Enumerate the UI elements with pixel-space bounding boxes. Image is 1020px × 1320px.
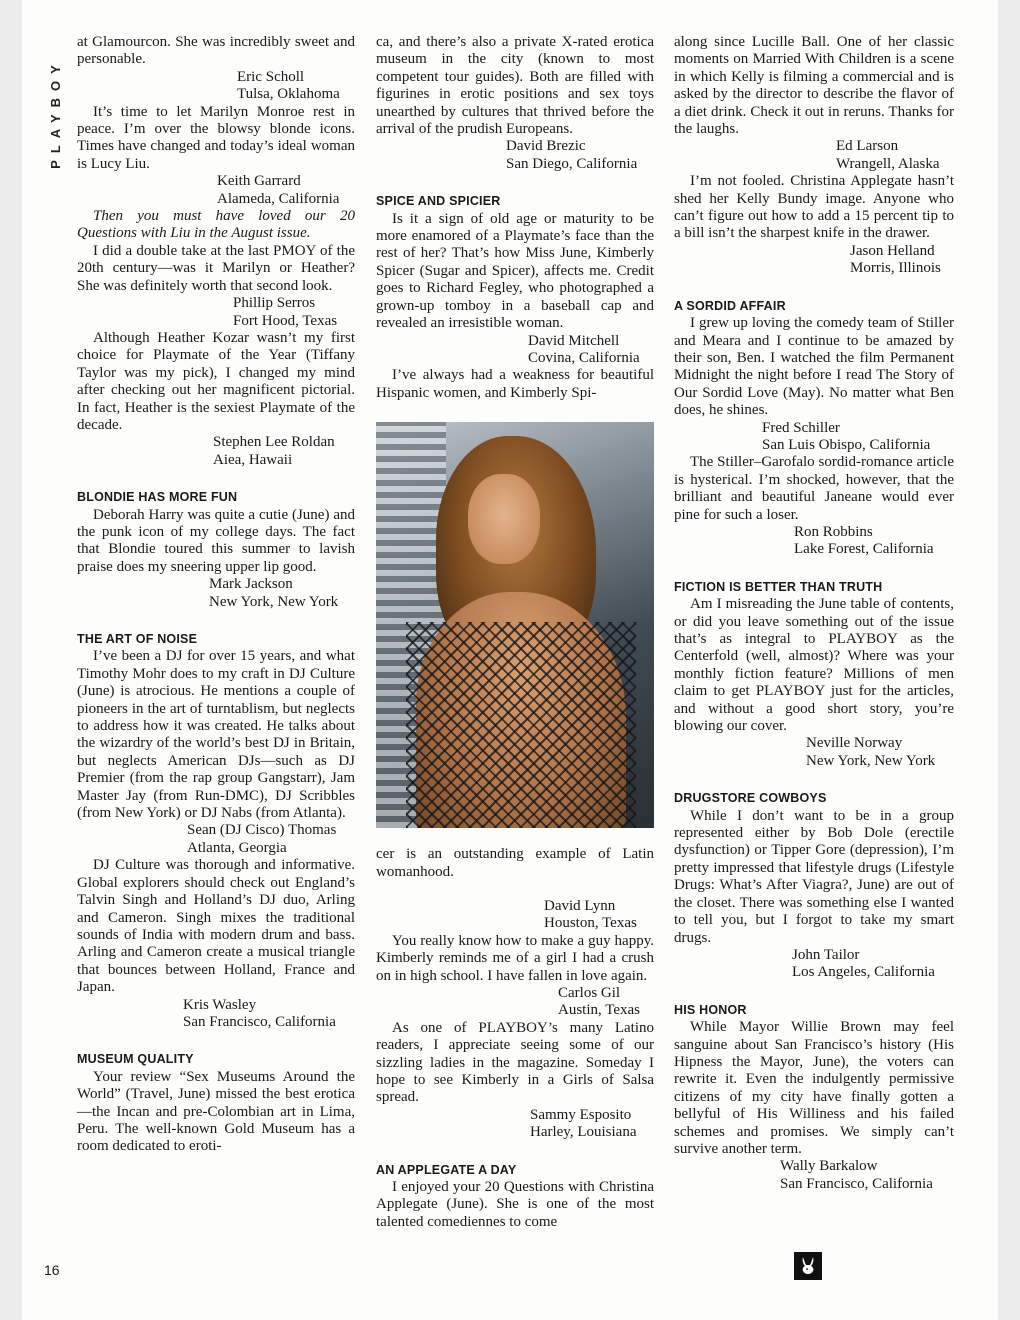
letter-text: along since Lucille Ball. One of her classic moments on Married With Children is a scene in which Kelly is filming a commercial and is asked by the director to describe the flavor of a diet drink. Check it out in reruns. Thanks for the laughs. xyxy=(674,34,954,138)
photo-face xyxy=(468,474,540,564)
signature xyxy=(187,822,355,857)
letter-text: Deborah Harry was quite a cutie (June) and the punk icon of my college days. The fact that Blondie toured this summer to lavish praise does my sneering upper lip good. xyxy=(77,506,355,575)
signature-location: San Diego, California xyxy=(506,155,638,172)
section-heading: SPICE AND SPICIER xyxy=(376,194,501,209)
signature-location: Atlanta, Georgia xyxy=(187,839,287,856)
signature-name: John Tailor xyxy=(792,946,860,963)
letter-text: The Stiller–Garofalo sordid-romance article is hysterical. I’m shocked, however, that the brilliant and beautiful Janeane would ever pine for such a loser. xyxy=(674,454,954,523)
signature-location: Fort Hood, Texas xyxy=(233,312,338,329)
signature xyxy=(213,434,355,469)
letter-text: I’ve always had a weakness for beautiful Hispanic women, and Kimberly Spi- xyxy=(376,367,654,401)
letter-text: DJ Culture was thorough and informative. Global explorers should check out England’s Talvin Singh and Holland’s DJ duo, Arling and Cameron. Singh mixes the traditional sounds of India with modern drum and bass. Arling and Cameron create a musical triangle that bounces between Holland, France and Japan. xyxy=(77,857,355,996)
signature-location: New York, New York xyxy=(806,752,936,769)
section-heading: MUSEUM QUALITY xyxy=(77,1052,194,1067)
signature-name: Sammy Esposito xyxy=(530,1106,632,1123)
signature-location: San Francisco, California xyxy=(183,1013,336,1030)
signature-location: Morris, Illinois xyxy=(850,260,941,277)
signature xyxy=(217,173,355,208)
signature-name: David Mitchell xyxy=(528,332,620,349)
letter-text: As one of PLAYBOY’s many Latino readers, I appreciate seeing some of our sizzling ladies in the magazine. Someday I hope to see Kimberly in a Girls of Salsa spread. xyxy=(376,1019,654,1106)
letter-text: While I don’t want to be in a group represented either by Bob Dole (erectile dysfunction) or Tipper Gore (depression), I’m pretty impressed that lifestyle drugs (Lifestyle Drugs: What’s After Viagra?, June) are out of the closet. There was something else I wanted to tell you, but I forgot to take my smart drugs. xyxy=(674,807,954,946)
signature-location: Wrangell, Alaska xyxy=(836,155,940,172)
editor-reply: Then you must have loved our 20 Questions with Liu in the August issue. xyxy=(77,208,355,242)
signature xyxy=(544,898,654,933)
letter-text: Am I misreading the June table of contents, or did you leave something out of the issue that’s as integral to PLAYBOY as the Centerfold (well, almost)? Where was your monthly fiction feature? Millions of men claim to get PLAYBOY just for the articles, and without a good short story, you’re blowing our cover. xyxy=(674,596,954,735)
signature-name: Sean (DJ Cisco) Thomas xyxy=(187,822,337,839)
signature-location: Aiea, Hawaii xyxy=(213,451,293,468)
signature-location: San Luis Obispo, California xyxy=(762,436,931,453)
letter-text: I’ve been a DJ for over 15 years, and what Timothy Mohr does to my craft in DJ Culture (June) is atrocious. He mentions a couple of pioneers in the art of turntablism, but neglects to address how it was created. He talks about the wizardry of the world’s best DJ in Britain, but neglects American DJs—such as DJ Premier (from the rap group Gangstarr), Jam Master Jay (from Run-DMC), DJ Scribbles (from New York) or DJ Nabs (from Atlanta). xyxy=(77,648,355,822)
letter-text: Your review “Sex Museums Around the World” (Travel, June) missed the best erotica—the Incan and pre-Colombian art in Lima, Peru. The well-known Gold Museum has a room dedicated to eroti- xyxy=(77,1068,355,1155)
letter-text: You really know how to make a guy happy. Kimberly reminds me of a girl I had a crush on in high school. I have fallen in love again. xyxy=(376,932,654,984)
signature-name: Eric Scholl xyxy=(237,68,305,85)
signature-name: Stephen Lee Roldan xyxy=(213,434,335,451)
section-heading: BLONDIE HAS MORE FUN xyxy=(77,490,238,505)
letter-text: Although Heather Kozar wasn’t my first choice for Playmate of the Year (Tiffany Taylor was my pick), I changed my mind after checking out her magnificent pictorial. In fact, Heather is the sexiest Playmate of the decade. xyxy=(77,329,355,433)
signature xyxy=(233,295,355,330)
signature xyxy=(780,1158,954,1193)
signature-name: Fred Schiller xyxy=(762,419,840,436)
signature-location: Alameda, California xyxy=(217,190,340,207)
signature-location: Lake Forest, California xyxy=(794,541,934,558)
signature-name: Carlos Gil xyxy=(558,984,621,1001)
signature xyxy=(558,985,654,1020)
signature-location: Austin, Texas xyxy=(558,1002,641,1019)
signature xyxy=(506,138,654,173)
page-number: 16 xyxy=(44,1262,60,1278)
playmate-photo xyxy=(376,422,654,828)
letter-text: I grew up loving the comedy team of Stiller and Meara and I continue to be amazed by their son, Ben. I watched the film Permanent Midnight the night before I read The Story of Our Sordid Love (May). No matter what Ben does, he shines. xyxy=(674,315,954,419)
signature-name: Wally Barkalow xyxy=(780,1158,878,1175)
rabbit-head-logo-icon xyxy=(794,1252,822,1280)
column-1 xyxy=(77,34,355,1156)
column-3 xyxy=(674,34,954,1193)
signature xyxy=(794,524,954,559)
signature-name: Phillip Serros xyxy=(233,295,316,312)
letter-text: ca, and there’s also a private X-rated erotica museum in the city (known to most competent tour guides). Both are filled with figurines in erotic positions and sex toys unearthed by cultures that thrived before the arrival of the prudish Europeans. xyxy=(376,34,654,138)
signature-name: Mark Jackson xyxy=(209,576,293,593)
signature xyxy=(237,69,355,104)
signature-location: Covina, California xyxy=(528,349,640,366)
letter-text: I enjoyed your 20 Questions with Christina Applegate (June). She is one of the most talented comediennes to come xyxy=(376,1179,654,1230)
rabbit-head-icon xyxy=(799,1256,817,1276)
signature xyxy=(792,947,954,982)
column-2 xyxy=(376,34,654,1231)
letter-text: It’s time to let Marilyn Monroe rest in peace. I’m over the blowsy blonde icons. Times have changed and today’s ideal woman is Lucy Liu. xyxy=(77,103,355,172)
signature-name: Keith Garrard xyxy=(217,173,301,190)
signature xyxy=(528,333,654,368)
signature xyxy=(836,138,954,173)
section-heading: THE ART OF NOISE xyxy=(77,632,198,646)
signature-name: David Brezic xyxy=(506,138,586,155)
signature xyxy=(762,420,954,455)
signature-name: Ron Robbins xyxy=(794,523,873,540)
signature xyxy=(806,735,954,770)
signature-location: Tulsa, Oklahoma xyxy=(237,86,340,103)
signature-name: Kris Wasley xyxy=(183,996,257,1013)
signature-location: New York, New York xyxy=(209,593,339,610)
section-heading: A SORDID AFFAIR xyxy=(674,298,786,313)
letter-text: cer is an outstanding example of Latin womanhood. xyxy=(376,846,654,880)
magazine-name-vertical: PLAYBOY xyxy=(47,57,63,169)
signature-location: San Francisco, California xyxy=(780,1175,933,1192)
signature-name: Neville Norway xyxy=(806,735,903,752)
signature-name: David Lynn xyxy=(544,897,616,914)
section-heading: FICTION IS BETTER THAN TRUTH xyxy=(674,579,883,594)
signature xyxy=(183,997,355,1032)
letter-text: I did a double take at the last PMOY of the 20th century—was it Marilyn or Heather? She was definitely worth that second look. xyxy=(77,242,355,294)
signature-location: Houston, Texas xyxy=(544,915,637,932)
section-heading: AN APPLEGATE A DAY xyxy=(376,1162,517,1177)
signature xyxy=(209,576,355,611)
signature xyxy=(530,1107,654,1142)
letter-text: While Mayor Willie Brown may feel sanguine about San Francisco’s history (His Hipness the Mayor, June), the voters can rewrite it. Even the indulgently permissive citizens of my city have finally gotten a bellyful of His Williness and his failed schemes and promises. We simply can’t survive another term. xyxy=(674,1019,954,1157)
signature-location: Los Angeles, California xyxy=(792,964,935,981)
signature xyxy=(850,243,954,278)
section-heading: HIS HONOR xyxy=(674,1002,747,1017)
section-heading: DRUGSTORE COWBOYS xyxy=(674,791,827,806)
letter-text: I’m not fooled. Christina Applegate hasn’t shed her Kelly Bundy image. Anyone who can’t figure out how to add a 15 percent tip to a bill isn’t the sharpest knife in the drawer. xyxy=(674,173,954,242)
signature-name: Jason Helland xyxy=(850,242,935,259)
letter-text: at Glamourcon. She was incredibly sweet and personable. xyxy=(77,34,355,68)
signature-name: Ed Larson xyxy=(836,138,899,155)
letter-text: Is it a sign of old age or maturity to be more enamored of a Playmate’s face than the rest of her? That’s how Miss June, Kimberly Spicer (Sugar and Spicer), affects me. Credit goes to Richard Fegley, who photographed a grown-up tomboy in a baseball cap and revealed an irresistible woman. xyxy=(376,210,654,332)
fishnet-dress xyxy=(406,622,636,828)
signature-location: Harley, Louisiana xyxy=(530,1124,637,1141)
